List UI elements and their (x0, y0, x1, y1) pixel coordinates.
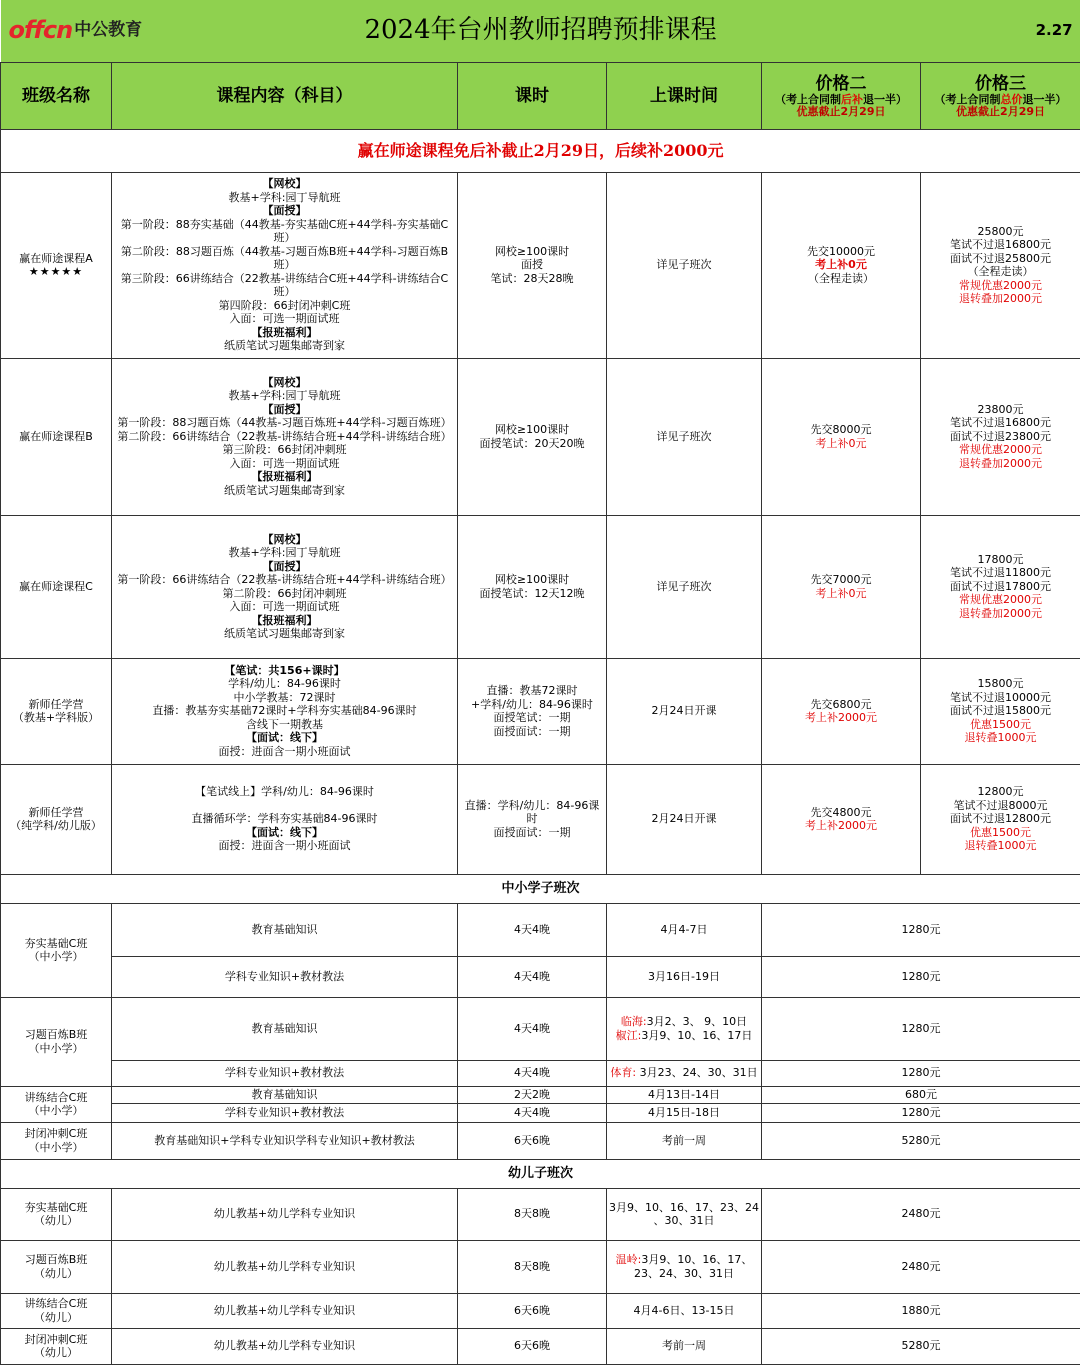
subclass-schedule-line: 3月16日-19日 (609, 970, 759, 984)
schedule-dates: 3月9、10、16、17日 (641, 1029, 752, 1042)
course-hours (458, 658, 607, 764)
subclass-name (1, 1293, 112, 1328)
course-price-two-line: 先交7000元 (764, 573, 918, 587)
course-price-two-line: （全程走读） (764, 272, 918, 286)
course-price-three-line: 退转叠1000元 (923, 839, 1078, 853)
course-price-three-line: 17800元 (923, 553, 1078, 567)
subclass-schedule (607, 956, 762, 997)
subclass-name-line: 封闭冲刺C班 (3, 1333, 109, 1347)
course-price-two (762, 658, 921, 764)
course-price-three-line: 笔试不过退11800元 (923, 566, 1078, 580)
course-content-line: 入面：可选一期面试班 (114, 312, 455, 326)
subclass-schedule-line (609, 1267, 759, 1281)
course-price-three-line: 退转叠1000元 (923, 731, 1078, 745)
course-price-two-line: 先交10000元 (764, 245, 918, 259)
course-content-line: 【面授】 (114, 403, 455, 417)
subclass-schedule-line: 3月9、10、16、17、23、24 (609, 1201, 759, 1215)
course-content-line: 【网校】 (114, 533, 455, 547)
subclass-name-line: （中小学） (3, 1141, 109, 1155)
course-price-three-line: 退转叠加2000元 (923, 607, 1078, 621)
subclass-schedule (607, 1060, 762, 1086)
subclass-name (1, 1328, 112, 1364)
subclass-hours: 8天8晚 (458, 1188, 607, 1240)
course-schedule: 详见子班次 (607, 172, 762, 358)
subclass-price: 1280元 (762, 1103, 1080, 1122)
subclass-name (1, 1086, 112, 1122)
header-hours: 课时 (458, 62, 607, 129)
subclass-name-line: （中小学） (3, 1104, 109, 1118)
course-price-three-line: （全程走读） (923, 265, 1078, 279)
course-content (112, 172, 458, 358)
subclass-schedule (607, 1086, 762, 1103)
course-content-line: 第一阶段：66讲练结合（22教基-讲练结合班+44学科-讲练结合班） (114, 573, 455, 587)
course-price-three-line: 优惠1500元 (923, 826, 1078, 840)
header-schedule: 上课时间 (607, 62, 762, 129)
course-hours-line: 笔试：28天28晚 (460, 272, 604, 286)
course-price-two (762, 172, 921, 358)
kinder-section-title: 幼儿子班次 (1, 1159, 1080, 1188)
course-name-line: 赢在师途课程B (3, 430, 109, 444)
course-hours (458, 172, 607, 358)
course-content-line: 中小学教基：72课时 (114, 691, 455, 705)
course-price-three-line: 退转叠加2000元 (923, 292, 1078, 306)
subclass-schedule-line: 4月13日-14日 (609, 1088, 759, 1102)
subclass-subject: 教育基础知识 (112, 903, 458, 956)
course-schedule: 详见子班次 (607, 515, 762, 658)
subclass-row (1, 1122, 1080, 1159)
subclass-subject: 学科专业知识+教材教法 (112, 1060, 458, 1086)
price-three-deadline: 优惠截止2月29日 (923, 106, 1078, 118)
course-name (1, 658, 112, 764)
course-price-two (762, 358, 921, 515)
course-price-three-line: 笔试不过退16800元 (923, 238, 1078, 252)
course-hours-line: 网校≥100课时 (460, 245, 604, 259)
course-content-line: 纸质笔试习题集邮寄到家 (114, 339, 455, 353)
course-content-line: 【报班福利】 (114, 470, 455, 484)
subclass-price: 2480元 (762, 1240, 1080, 1293)
course-content-line: 【网校】 (114, 177, 455, 191)
subclass-row (1, 1188, 1080, 1240)
primary-section-title: 中小学子班次 (1, 874, 1080, 903)
course-price-two-line: 考上补2000元 (764, 819, 918, 833)
subclass-price: 1280元 (762, 903, 1080, 956)
course-schedule: 2月24日开课 (607, 764, 762, 874)
price-two-title: 价格二 (816, 74, 867, 94)
course-name (1, 358, 112, 515)
course-price-three-line: 优惠1500元 (923, 718, 1078, 732)
subclass-name-line: （幼儿） (3, 1346, 109, 1360)
course-price-three-line: 面试不过退17800元 (923, 580, 1078, 594)
course-content-line: 【报班福利】 (114, 614, 455, 628)
subclass-row (1, 1293, 1080, 1328)
course-name-line: 赢在师途课程C (3, 580, 109, 594)
course-content-line: 班） (114, 285, 455, 299)
course-content-line: 第二阶段：66封闭冲刺班 (114, 587, 455, 601)
course-content (112, 515, 458, 658)
course-content-line: 第三阶段：66讲练结合（22教基-讲练结合C班+44学科-讲练结合C (114, 272, 455, 286)
subclass-row (1, 997, 1080, 1060)
header-price-three (921, 62, 1080, 129)
course-hours-line: 面授笔试：一期 (460, 711, 604, 725)
subclass-price: 5280元 (762, 1122, 1080, 1159)
course-content-line: 面授：进面含一期小班面试 (114, 839, 455, 853)
course-name-line: （纯学科/幼儿版） (3, 819, 109, 833)
course-content-line: 含线下一期教基 (114, 718, 455, 732)
course-content-line: 第一阶段：88夯实基础（44教基-夯实基础C班+44学科-夯实基础C (114, 218, 455, 232)
course-name-line: 新师任学营 (3, 806, 109, 820)
subclass-hours: 4天4晚 (458, 956, 607, 997)
course-name (1, 764, 112, 874)
course-hours-line: 网校≥100课时 (460, 573, 604, 587)
subclass-price: 2480元 (762, 1188, 1080, 1240)
subclass-subject: 教育基础知识+学科专业知识学科专业知识+教材教法 (112, 1122, 458, 1159)
course-hours-line: 面授笔试：12天12晚 (460, 587, 604, 601)
course-content-line: 第一阶段：88习题百炼（44教基-习题百炼班+44学科-习题百炼班） (114, 416, 455, 430)
course-price-three (921, 172, 1080, 358)
course-price-three (921, 515, 1080, 658)
subclass-schedule-line (609, 1253, 759, 1267)
course-price-three-line: 15800元 (923, 677, 1078, 691)
course-content-line: 【笔试：共156+课时】 (114, 664, 455, 678)
subclass-schedule-line (609, 1015, 759, 1029)
subclass-price: 5280元 (762, 1328, 1080, 1364)
subclass-name-line: 夯实基础C班 (3, 937, 109, 951)
subclass-subject: 学科专业知识+教材教法 (112, 956, 458, 997)
course-content-line: 【面授】 (114, 560, 455, 574)
subclass-schedule (607, 1328, 762, 1364)
course-content-line: 直播：教基夯实基础72课时+学科夯实基础84-96课时 (114, 704, 455, 718)
course-price-two-line: 考上补2000元 (764, 711, 918, 725)
subclass-subject: 教育基础知识 (112, 997, 458, 1060)
subclass-name-line: （中小学） (3, 950, 109, 964)
subclass-schedule (607, 1122, 762, 1159)
course-price-three-line: 笔试不过退16800元 (923, 416, 1078, 430)
course-content-line (114, 799, 455, 813)
course-content (112, 658, 458, 764)
course-hours-line: +学科/幼儿：84-96课时 (460, 698, 604, 712)
subclass-name-line: 夯实基础C班 (3, 1201, 109, 1215)
course-schedule: 详见子班次 (607, 358, 762, 515)
subclass-subject: 幼儿教基+幼儿学科专业知识 (112, 1293, 458, 1328)
course-hours (458, 358, 607, 515)
subclass-hours: 4天4晚 (458, 903, 607, 956)
subclass-schedule (607, 903, 762, 956)
header-class-name: 班级名称 (1, 62, 112, 129)
date-label: 2.27 (843, 24, 1080, 38)
subclass-row (1, 903, 1080, 956)
course-content-line: 直播循环学：学科夯实基础84-96课时 (114, 812, 455, 826)
course-hours-line: 时 (460, 812, 604, 826)
subclass-name-line: 讲练结合C班 (3, 1297, 109, 1311)
subclass-schedule (607, 1188, 762, 1240)
subclass-schedule-line: 4月4-6日、13-15日 (609, 1304, 759, 1318)
course-content-line: 【面试：线下】 (114, 826, 455, 840)
subclass-hours: 8天8晚 (458, 1240, 607, 1293)
course-row (1, 764, 1080, 874)
course-hours-line: 直播：教基72课时 (460, 684, 604, 698)
course-price-three-line: 25800元 (923, 225, 1078, 239)
course-content-line: 第四阶段：66封闭冲刺C班 (114, 299, 455, 313)
subclass-schedule (607, 997, 762, 1060)
price-three-note: （考上合同制总价退一半） (923, 94, 1078, 106)
course-name-line: ★★★★★ (3, 265, 109, 279)
kinder-section-row (1, 1159, 1080, 1188)
course-row (1, 358, 1080, 515)
subclass-schedule-line (609, 1029, 759, 1043)
course-row (1, 658, 1080, 764)
course-content-line: 第二阶段：66讲练结合（22教基-讲练结合班+44学科-讲练结合班） (114, 430, 455, 444)
subclass-name-line: 习题百炼B班 (3, 1028, 109, 1042)
course-content-line: 入面：可选一期面试班 (114, 600, 455, 614)
course-price-two-line: 考上补0元 (764, 258, 918, 272)
course-hours-line: 面授笔试：20天20晚 (460, 437, 604, 451)
course-content-line: 教基+学科:园丁导航班 (114, 546, 455, 560)
course-price-three (921, 764, 1080, 874)
promo-banner: 赢在师途课程免后补截止2月29日，后续补2000元 (1, 129, 1080, 172)
course-price-three-line: 常规优惠2000元 (923, 593, 1078, 607)
course-hours (458, 764, 607, 874)
subclass-hours: 2天2晚 (458, 1086, 607, 1103)
course-content-line: 第二阶段：88习题百炼（44教基-习题百炼B班+44学科-习题百炼B (114, 245, 455, 259)
subclass-schedule (607, 1293, 762, 1328)
course-content-line: 纸质笔试习题集邮寄到家 (114, 484, 455, 498)
subclass-schedule-line: 考前一周 (609, 1134, 759, 1148)
course-price-three-line: 面试不过退15800元 (923, 704, 1078, 718)
subclass-name-line: 讲练结合C班 (3, 1091, 109, 1105)
subclass-subject: 幼儿教基+幼儿学科专业知识 (112, 1240, 458, 1293)
subclass-hours: 6天6晚 (458, 1328, 607, 1364)
subclass-name-line: （幼儿） (3, 1214, 109, 1228)
course-name-line: （教基+学科版） (3, 711, 109, 725)
course-hours-line: 直播：学科/幼儿：84-96课 (460, 799, 604, 813)
course-content (112, 764, 458, 874)
course-content-line: 纸质笔试习题集邮寄到家 (114, 627, 455, 641)
subclass-hours: 4天4晚 (458, 997, 607, 1060)
course-price-three-line: 面试不过退12800元 (923, 812, 1078, 826)
column-header-row (1, 62, 1080, 129)
course-price-three-line: 面试不过退25800元 (923, 252, 1078, 266)
course-price-three-line: 23800元 (923, 403, 1078, 417)
header-content: 课程内容（科目） (112, 62, 458, 129)
course-name-line: 新师任学营 (3, 698, 109, 712)
subclass-schedule (607, 1240, 762, 1293)
schedule-dates: 3月2、3、 9、10日 (647, 1015, 748, 1028)
subclass-name-line: 封闭冲刺C班 (3, 1127, 109, 1141)
course-content-line: 【笔试线上】学科/幼儿：84-96课时 (114, 785, 455, 799)
subclass-price: 1280元 (762, 1060, 1080, 1086)
subclass-row (1, 1328, 1080, 1364)
course-content-line: 面授：进面含一期小班面试 (114, 745, 455, 759)
price-two-note: （考上合同制后补退一半） (764, 94, 918, 106)
course-price-three-line: 退转叠加2000元 (923, 457, 1078, 471)
course-price-three (921, 358, 1080, 515)
course-hours-line: 面授面试：一期 (460, 725, 604, 739)
subclass-subject: 教育基础知识 (112, 1086, 458, 1103)
schedule-dates: 23、24、30、31日 (634, 1267, 734, 1280)
course-content-line: 【面授】 (114, 204, 455, 218)
subclass-price: 1280元 (762, 956, 1080, 997)
course-hours (458, 515, 607, 658)
course-name-line: 赢在师途课程A (3, 252, 109, 266)
subclass-hours: 4天4晚 (458, 1060, 607, 1086)
course-price-three-line: 常规优惠2000元 (923, 279, 1078, 293)
title-row (1, 0, 1080, 62)
course-content-line: 入面：可选一期面试班 (114, 457, 455, 471)
subclass-name-line: （幼儿） (3, 1311, 109, 1325)
course-content-line: 班） (114, 258, 455, 272)
course-content-line: 班） (114, 231, 455, 245)
subclass-row (1, 1240, 1080, 1293)
subclass-name (1, 997, 112, 1086)
subclass-name-line: （幼儿） (3, 1267, 109, 1281)
subclass-schedule-line: 4月15日-18日 (609, 1106, 759, 1120)
course-row (1, 172, 1080, 358)
location-label: 体育: (610, 1066, 636, 1079)
course-content-line: 【面试：线下】 (114, 731, 455, 745)
primary-section-row (1, 874, 1080, 903)
course-price-three-line: 笔试不过退10000元 (923, 691, 1078, 705)
logo-wordmark: offcn (9, 24, 73, 38)
course-content-line: 【网校】 (114, 376, 455, 390)
course-row (1, 515, 1080, 658)
subclass-name-line: （中小学） (3, 1042, 109, 1056)
course-price-two (762, 764, 921, 874)
course-content-line: 教基+学科:园丁导航班 (114, 389, 455, 403)
subclass-price: 1280元 (762, 997, 1080, 1060)
location-label: 临海: (621, 1015, 647, 1028)
course-price-two-line: 先交4800元 (764, 806, 918, 820)
course-price-two (762, 515, 921, 658)
subclass-schedule-line: 、30、31日 (609, 1214, 759, 1228)
location-label: 椒江: (616, 1029, 642, 1042)
course-hours-line: 面授 (460, 258, 604, 272)
subclass-price: 680元 (762, 1086, 1080, 1103)
header-price-two (762, 62, 921, 129)
subclass-row (1, 1103, 1080, 1122)
location-label: 温岭: (616, 1253, 642, 1266)
subclass-name (1, 903, 112, 997)
subclass-price: 1880元 (762, 1293, 1080, 1328)
schedule-dates: 3月9、10、16、17、 (641, 1253, 752, 1266)
course-content-line: 第三阶段：66封闭冲刺班 (114, 443, 455, 457)
course-price-three-line: 笔试不过退8000元 (923, 799, 1078, 813)
course-price-two-line: 考上补0元 (764, 437, 918, 451)
course-price-three-line: 面试不过退23800元 (923, 430, 1078, 444)
price-two-deadline: 优惠截止2月29日 (764, 106, 918, 118)
subclass-name (1, 1188, 112, 1240)
subclass-subject: 学科专业知识+教材教法 (112, 1103, 458, 1122)
course-content-line: 【报班福利】 (114, 326, 455, 340)
course-price-three-line: 12800元 (923, 785, 1078, 799)
subclass-schedule-line: 4月4-7日 (609, 923, 759, 937)
subclass-schedule-line: 考前一周 (609, 1339, 759, 1353)
subclass-hours: 6天6晚 (458, 1122, 607, 1159)
subclass-subject: 幼儿教基+幼儿学科专业知识 (112, 1328, 458, 1364)
course-content-line: 教基+学科:园丁导航班 (114, 191, 455, 205)
subclass-subject: 幼儿教基+幼儿学科专业知识 (112, 1188, 458, 1240)
subclass-hours: 6天6晚 (458, 1293, 607, 1328)
course-price-three-line: 常规优惠2000元 (923, 443, 1078, 457)
subclass-name (1, 1240, 112, 1293)
subclass-name (1, 1122, 112, 1159)
course-content-line: 学科/幼儿：84-96课时 (114, 677, 455, 691)
course-hours-line: 面授面试：一期 (460, 826, 604, 840)
subclass-schedule-line (609, 1066, 759, 1080)
subclass-schedule (607, 1103, 762, 1122)
subclass-row (1, 956, 1080, 997)
course-schedule: 2月24日开课 (607, 658, 762, 764)
course-content (112, 358, 458, 515)
brand-logo (1, 24, 239, 38)
subclass-row (1, 1086, 1080, 1103)
course-name (1, 515, 112, 658)
logo-chinese-name: 中公教育 (74, 24, 142, 38)
course-price-three (921, 658, 1080, 764)
course-hours-line: 网校≥100课时 (460, 423, 604, 437)
promo-banner-row (1, 129, 1080, 172)
subclass-hours: 4天4晚 (458, 1103, 607, 1122)
course-name (1, 172, 112, 358)
subclass-row (1, 1060, 1080, 1086)
course-price-two-line: 考上补0元 (764, 587, 918, 601)
schedule-dates: 3月23、24、30、31日 (636, 1066, 757, 1079)
course-price-two-line: 先交6800元 (764, 698, 918, 712)
page-title: 2024年台州教师招聘预排课程 (364, 24, 716, 38)
price-three-title: 价格三 (975, 74, 1026, 94)
subclass-name-line: 习题百炼B班 (3, 1253, 109, 1267)
course-price-two-line: 先交8000元 (764, 423, 918, 437)
